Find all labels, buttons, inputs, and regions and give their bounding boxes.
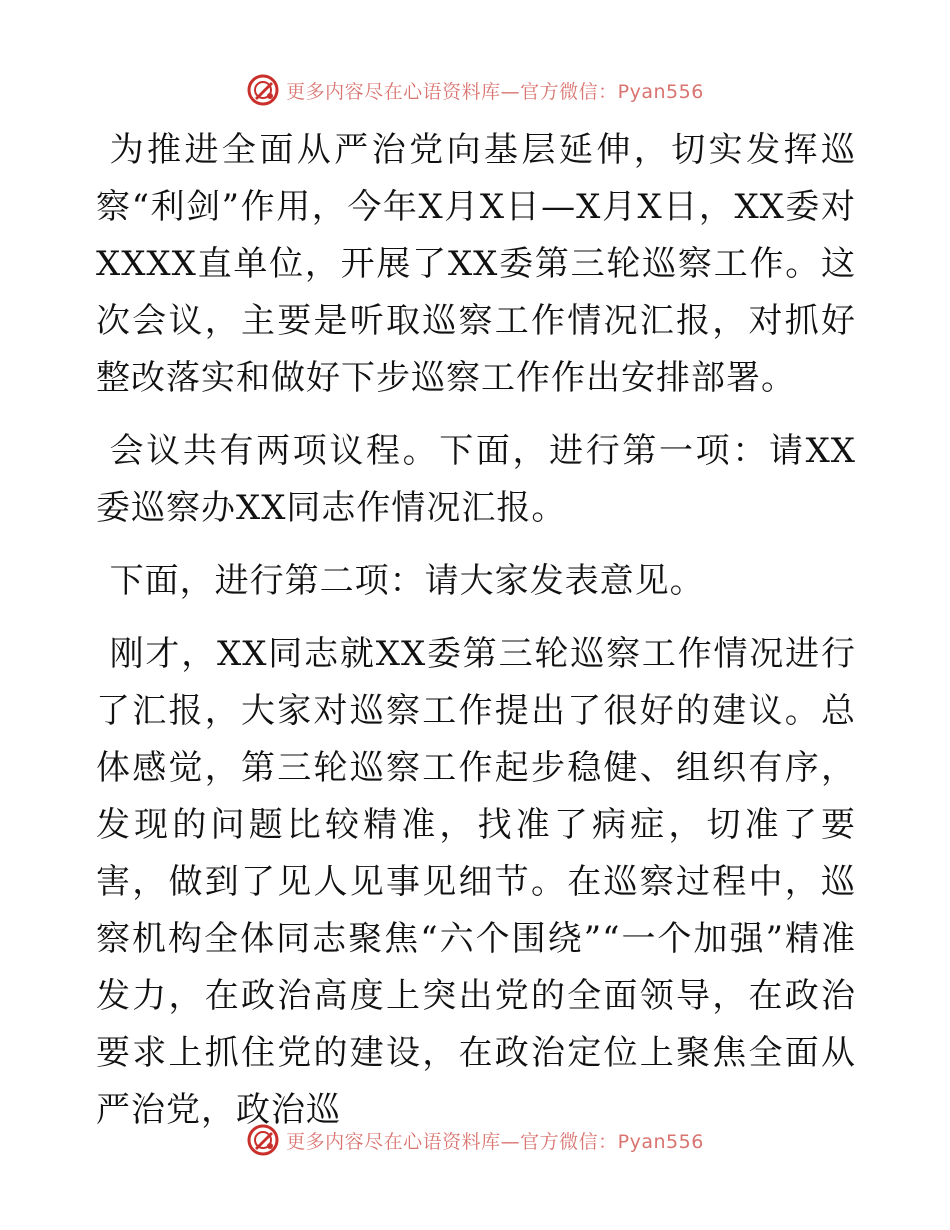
document-body bbox=[96, 122, 856, 1155]
header-banner bbox=[0, 70, 950, 110]
brand-logo-icon bbox=[246, 1123, 280, 1157]
paragraph-second-item: 下面，进行第二项：请大家发表意见。 bbox=[109, 561, 705, 601]
brand-logo-icon bbox=[246, 73, 280, 107]
footer-banner-text: 更多内容尽在心语资料库—官方微信：Pyan556 bbox=[286, 1130, 704, 1153]
paragraph-intro: 为推进全面从严治党向基层延伸，切实发挥巡察“利剑”作用，今年X月X日—X月X日，XX委对XXXX直单位，开展了XX委第三轮巡察工作。这次会议，主要是听取巡察工作情况汇报，对抓好整改落实和做好下步巡察工作作出安排部署。 bbox=[96, 130, 856, 398]
header-banner-text: 更多内容尽在心语资料库—官方微信：Pyan556 bbox=[286, 80, 704, 103]
footer-banner bbox=[0, 1120, 950, 1160]
paragraph-summary: 刚才，XX同志就XX委第三轮巡察工作情况进行了汇报，大家对巡察工作提出了很好的建议。总体感觉，第三轮巡察工作起步稳健、组织有序，发现的问题比较精准，找准了病症，切准了要害，做到了见人见事见细节。在巡察过程中，巡察机构全体同志聚焦“六个围绕”“一个加强”精准发力，在政治高度上突出党的全面领导，在政治要求上抓住党的建设，在政治定位上聚焦全面从严治党，政治巡 bbox=[96, 634, 856, 1130]
paragraph-agenda: 会议共有两项议程。下面，进行第一项：请XX委巡察办XX同志作情况汇报。 bbox=[96, 431, 856, 528]
